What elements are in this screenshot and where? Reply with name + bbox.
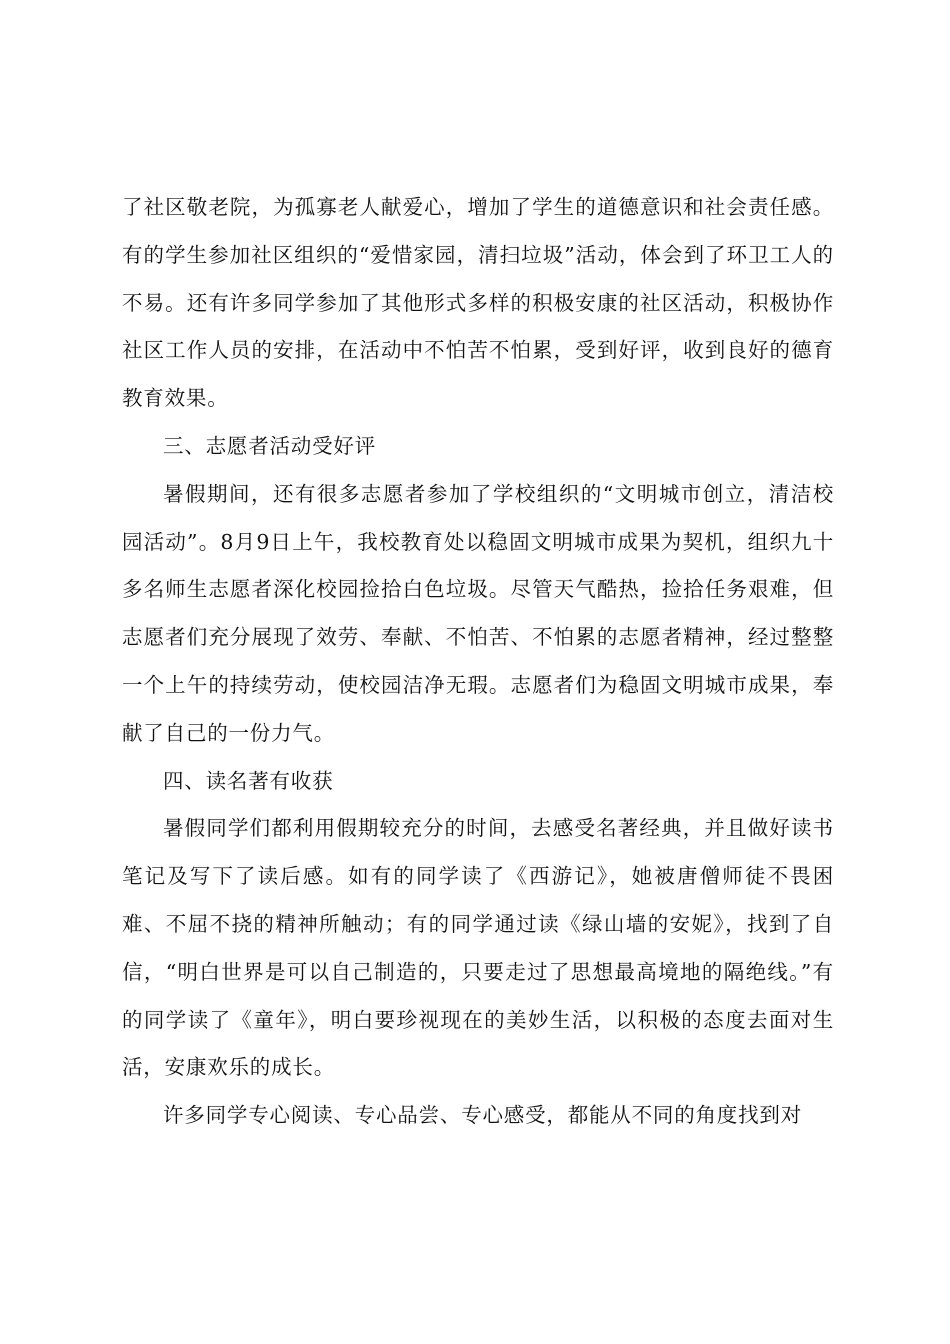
section-heading-volunteer: 三、志愿者活动受好评 — [163, 433, 376, 458]
paragraph-reading-reflection: 许多同学专心阅读、专心品尝、专心感受，都能从不同的角度找到对 — [163, 1103, 802, 1128]
document-body — [122, 184, 834, 1140]
paragraph-volunteer-activities: 暑假期间，还有很多志愿者参加了学校组织的“文明城市创立，清洁校园活动”。8月9日上午，我校教育处以稳固文明城市成果为契机，组织九十多名师生志愿者深化校园捡拾白色垃圾。尽管天气酷热，捡拾任务艰难，但志愿者们充分展现了效劳、奉献、不怕苦、不怕累的志愿者精神，经过整整一个上午的持续劳动，使校园洁净无瑕。志愿者们为稳固文明城市成果，奉献了自己的一份力气。 — [122, 481, 834, 745]
section-heading-reading: 四、读名著有收获 — [163, 768, 334, 793]
paragraph-community-activities: 了社区敬老院，为孤寡老人献爱心，增加了学生的道德意识和社会责任感。有的学生参加社区组织的“爱惜家园，清扫垃圾”活动，体会到了环卫工人的不易。还有许多同学参加了其他形式多样的积极安康的社区活动，积极协作社区工作人员的安排，在活动中不怕苦不怕累，受到好评，收到良好的德育教育效果。 — [122, 195, 834, 411]
paragraph-reading-classics: 暑假同学们都利用假期较充分的时间，去感受名著经典，并且做好读书笔记及写下了读后感。如有的同学读了《西游记》，她被唐僧师徒不畏困难、不屈不挠的精神所触动；有的同学通过读《绿山墙的安妮》，找到了自信，“明白世界是可以自己制造的，只要走过了思想最高境地的隔绝线。”有的同学读了《童年》，明白要珍视现在的美妙生活，以积极的态度去面对生活，安康欢乐的成长。 — [122, 816, 834, 1080]
